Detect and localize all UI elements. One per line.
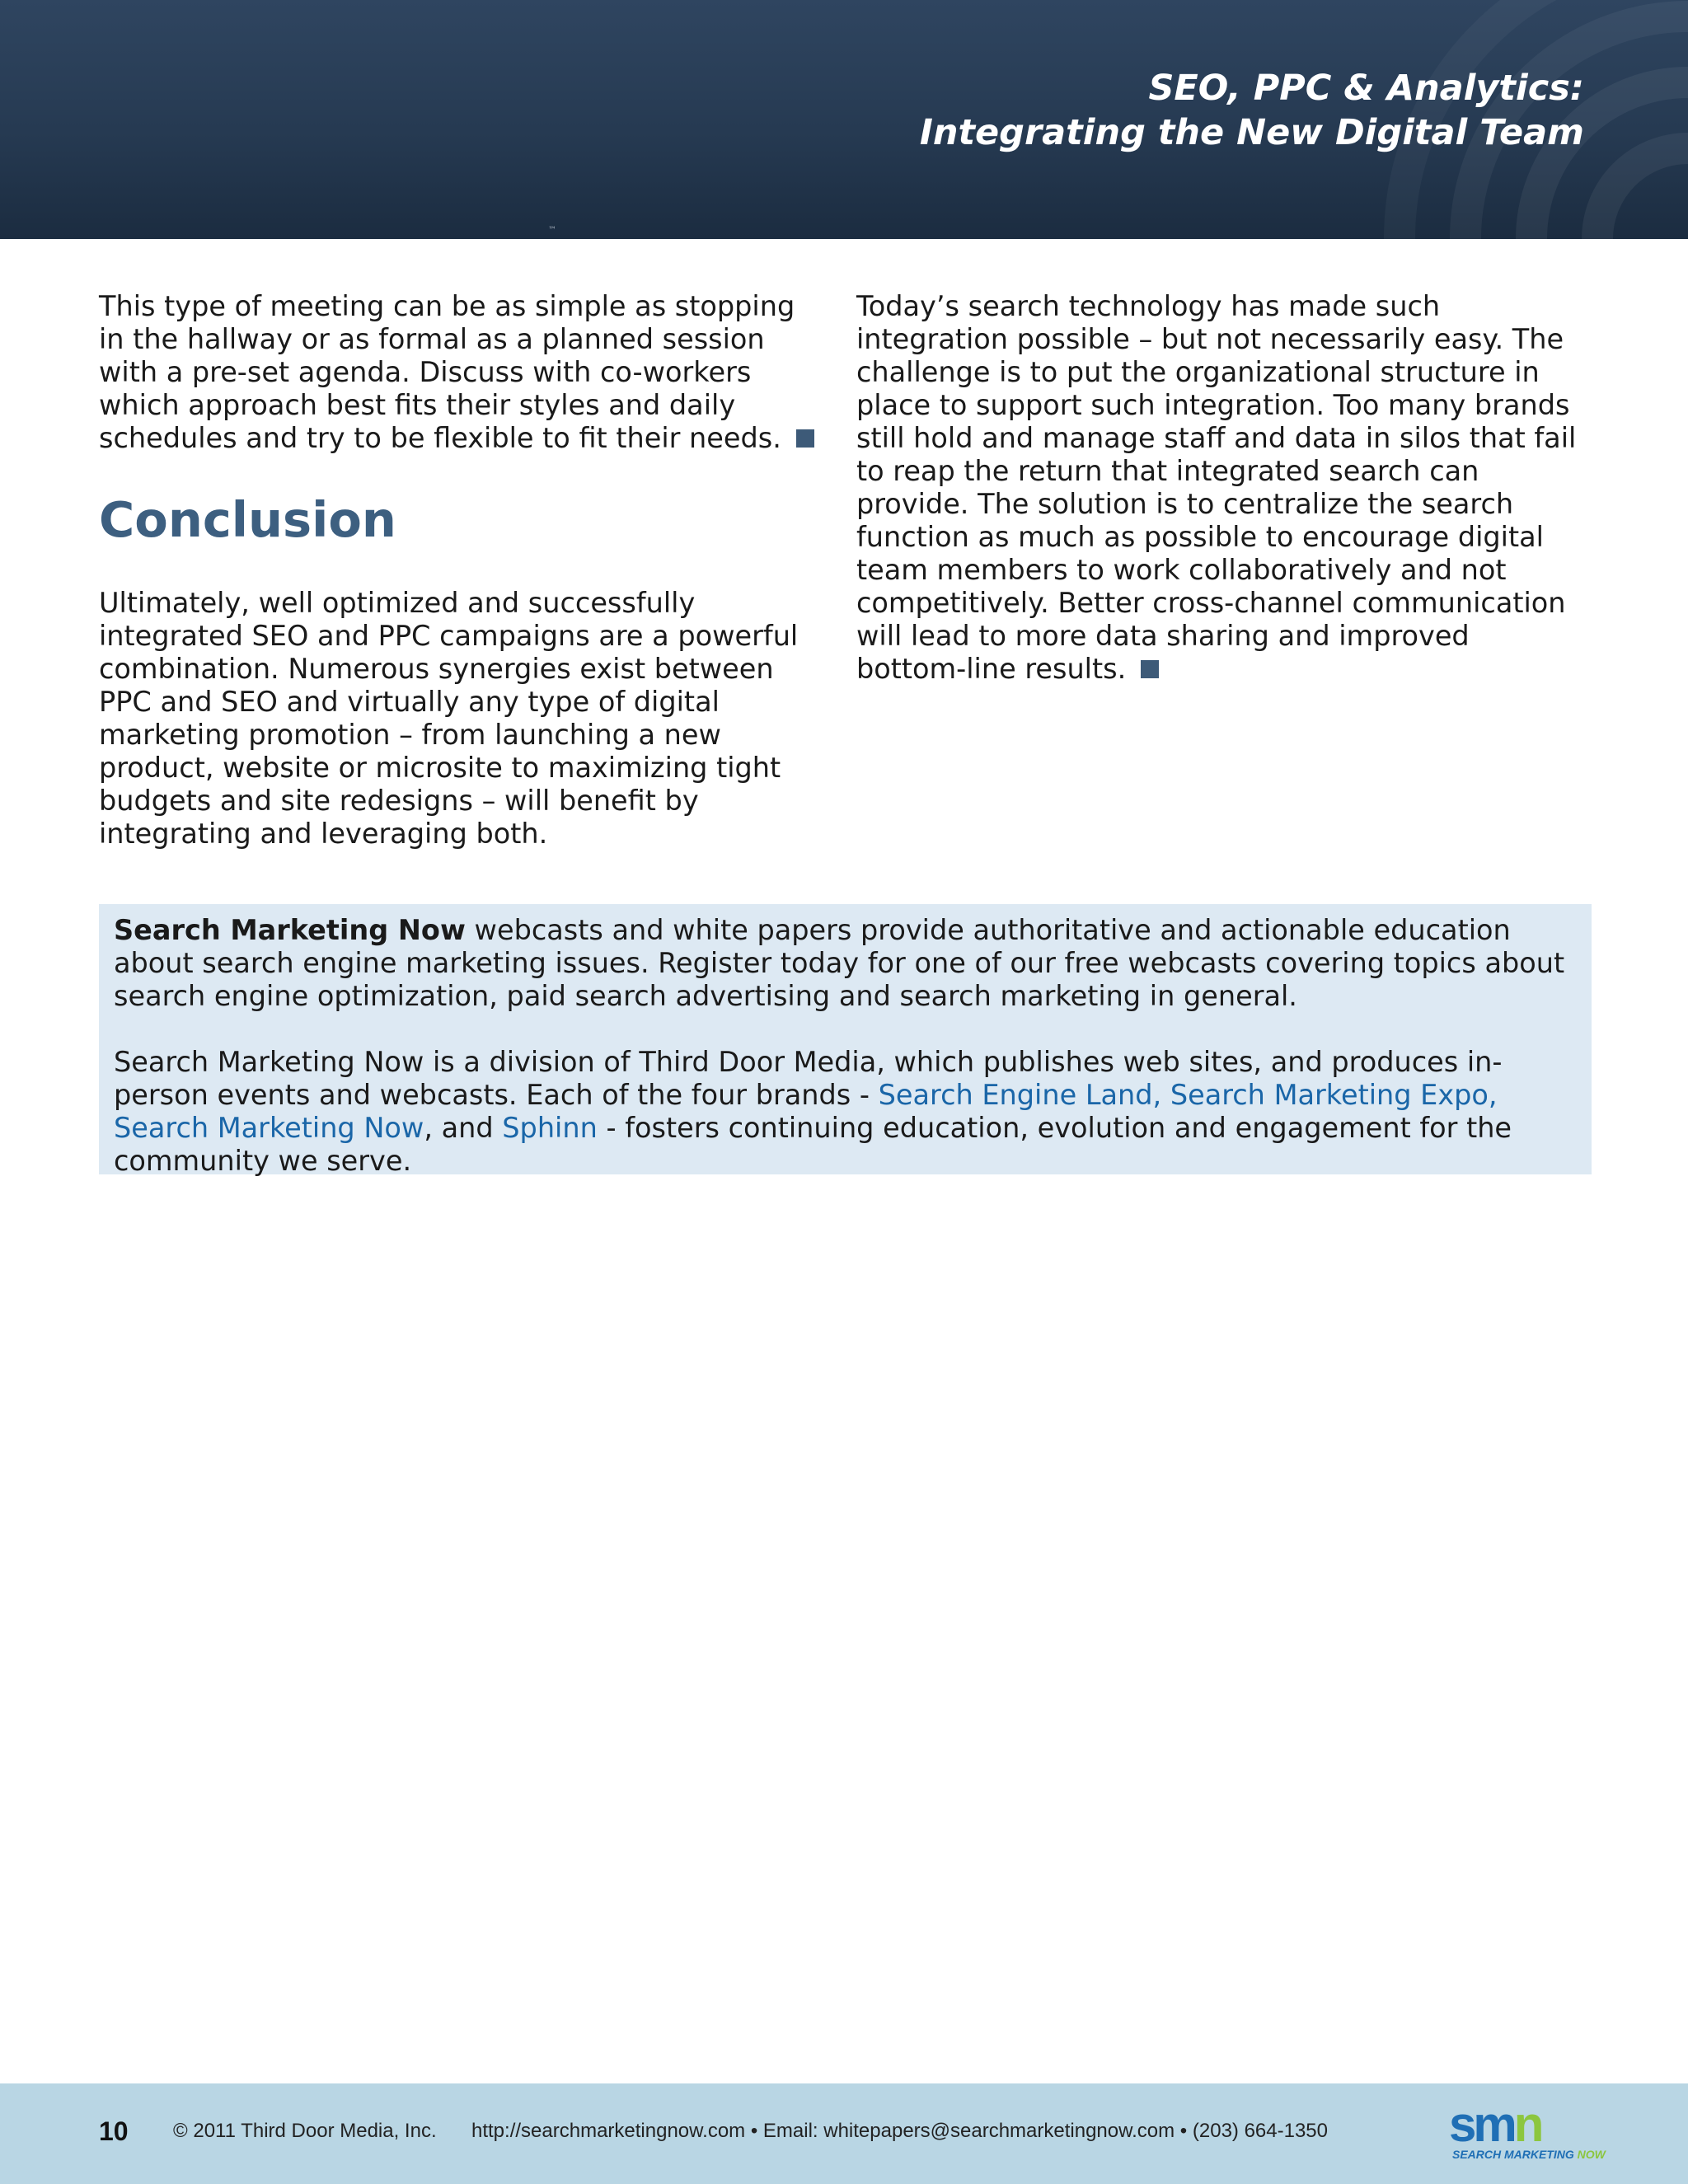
contact-info: http://searchmarketingnow.com • Email: whitepapers@searchmarketingnow.com • (203) 664-1350 [471, 2120, 1328, 2142]
about-infobox [99, 904, 1592, 1177]
infobox-paragraph-2: Search Marketing Now is a division of Third Door Media, which publishes web sites, and produces in-person events and webcasts. Each of the four brands - Search Engine Land, Search Marketing Expo, Search Marketing Now, and Sphinn - fosters continuing education, evolution and engagement for the community we serve. [114, 1046, 1512, 1177]
brand-name: Search Marketing Now [114, 914, 466, 946]
right-column [856, 290, 1582, 686]
smn-logo [1449, 2097, 1606, 2164]
end-mark-icon [796, 429, 814, 448]
end-mark-icon [1141, 660, 1159, 678]
integration-paragraph: Today’s search technology has made such integration possible – but not necessarily easy. The challenge is to put the organizational structure in place to support such integration. Too many brands still hold and manage staff and data in silos that fail to reap the return that integrated search can provide. The solution is to centralize the search function as much as possible to encourage digital team members to work collaboratively and not competitively. Better cross-channel communication will lead to more data sharing and improved bottom-line results. [856, 290, 1577, 685]
page-number: 10 [99, 2116, 129, 2146]
document-title [920, 66, 1584, 155]
brands-link[interactable]: Search Engine Land, Search Marketing Expo, Search Marketing Now [114, 1079, 1498, 1144]
trademark-mark: ™ [548, 226, 556, 235]
infobox-paragraph-1: Search Marketing Now webcasts and white papers provide authoritative and actionable education about search engine marketing issues. Register today for one of our free webcasts covering topics about search engine optimization, paid search advertising and search marketing in general. [114, 914, 1565, 1012]
page-footer [0, 2083, 1688, 2184]
section-heading: Conclusion [99, 491, 396, 548]
copyright-text: © 2011 Third Door Media, Inc. [173, 2120, 437, 2142]
page-header [0, 0, 1688, 239]
logo-tagline: SEARCH MARKETING NOW [1452, 2148, 1606, 2161]
intro-paragraph: This type of meeting can be as simple as stopping in the hallway or as formal as a planned session with a pre-set agenda. Discuss with co-workers which approach best fits their styles and daily schedules and try to be flexible to fit their needs. [99, 290, 816, 455]
conclusion-paragraph: Ultimately, well optimized and successfully integrated SEO and PPC campaigns are a powerful combination. Numerous synergies exist between PPC and SEO and virtually any type of digital marketing promotion – from launching a new product, website or microsite to maximizing tight budgets and site redesigns – will benefit by integrating and leveraging both. [99, 587, 799, 850]
logo-mark: smn [1449, 2097, 1541, 2152]
title-line-2: Integrating the New Digital Team [919, 112, 1584, 153]
title-line-1: SEO, PPC & Analytics: [1148, 68, 1584, 109]
left-column [99, 290, 816, 851]
sphinn-link[interactable]: Sphinn [502, 1112, 598, 1144]
